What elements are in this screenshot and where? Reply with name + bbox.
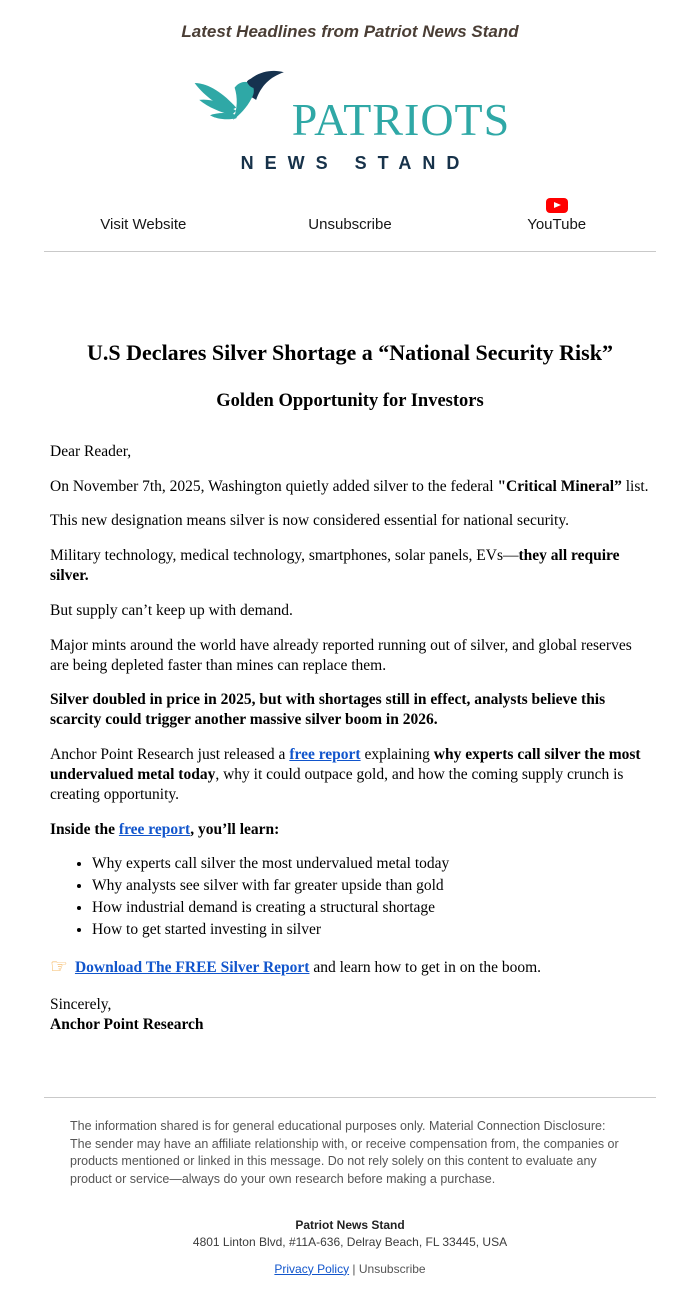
privacy-policy-link[interactable]: Privacy Policy xyxy=(274,1261,350,1276)
youtube-label: YouTube xyxy=(527,216,587,233)
email-body xyxy=(0,252,700,1035)
paragraph: On November 7th, 2025, Washington quietly added silver to the federal "Critical Mineral” list. xyxy=(50,477,649,495)
footer-links xyxy=(0,1261,700,1278)
footer-unsubscribe-link[interactable]: Unsubscribe xyxy=(358,1261,426,1276)
footer-org-name: Patriot News Stand xyxy=(295,1217,405,1232)
footer xyxy=(0,1217,700,1302)
brand-wordmark: PATRIOTS xyxy=(291,94,511,145)
pointing-hand-icon: ☞ xyxy=(50,955,68,978)
cta-line xyxy=(50,955,650,981)
brand-logo xyxy=(0,64,700,143)
signoff-name: Anchor Point Research xyxy=(50,1016,204,1034)
signoff-closing: Sincerely, xyxy=(50,996,112,1014)
signoff xyxy=(50,995,650,1035)
list-item: • How to get started investing in silver xyxy=(92,920,650,940)
paragraph: Major mints around the world have already reported running out of silver, and global reserves are being depleted faster than mines can replace them. xyxy=(50,636,632,674)
paragraph: Anchor Point Research just released a free report explaining why experts call silver the most undervalued metal today, why it could outpace gold, and how the coming supply crunch is creating opportunity. xyxy=(50,746,641,803)
cta-text: Download The FREE Silver Report and learn how to get in on the boom. xyxy=(74,958,542,976)
paragraph: But supply can’t keep up with demand. xyxy=(50,601,293,619)
youtube-icon[interactable] xyxy=(546,198,568,213)
nav-visit-website-link[interactable]: Visit Website xyxy=(100,216,187,233)
list-item: • How industrial demand is creating a structural shortage xyxy=(92,898,650,918)
list-item: • Why analysts see silver with far greater upside than gold xyxy=(92,876,650,896)
paragraph: Silver doubled in price in 2025, but with shortages still in effect, analysts believe this scarcity could trigger another massive silver boom in 2026. xyxy=(50,691,606,729)
paragraph: Inside the free report, you’ll learn: xyxy=(50,820,280,838)
header-nav xyxy=(40,198,660,233)
phoenix-bird-icon xyxy=(190,64,290,147)
brand-subtitle: NEWS STAND xyxy=(240,153,471,173)
disclaimer-text: The information shared is for general educational purposes only. Material Connection Disclosure: The sender may have an affiliate relationship with, or receive compensation from, the companies or products mentioned or linked in this message. Do not rely solely on this content to evaluate any product or service—always do your own research before making a purchase. xyxy=(70,1118,619,1187)
paragraph: This new designation means silver is now considered essential for national security. xyxy=(50,512,569,530)
list-item: • Why experts call silver the most undervalued metal today xyxy=(92,854,650,874)
paragraph: Military technology, medical technology, smartphones, solar panels, EVs—they all require silver. xyxy=(50,547,620,585)
footer-divider xyxy=(44,1097,656,1098)
bullet-list xyxy=(50,854,650,939)
article-headline: U.S Declares Silver Shortage a “National Security Risk” xyxy=(87,340,613,365)
newsletter-tagline: Latest Headlines from Patriot News Stand xyxy=(181,22,519,41)
inline-link[interactable]: free report xyxy=(289,746,361,764)
nav-unsubscribe-link[interactable]: Unsubscribe xyxy=(308,216,392,233)
footer-address: 4801 Linton Blvd, #11A-636, Delray Beach, FL 33445, USA xyxy=(192,1235,508,1250)
inline-link[interactable]: Download The FREE Silver Report xyxy=(74,958,310,976)
footer-separator: | xyxy=(352,1261,356,1276)
inline-link[interactable]: free report xyxy=(118,820,191,838)
paragraph-greeting: Dear Reader, xyxy=(50,442,132,460)
nav-youtube-link[interactable] xyxy=(453,198,660,233)
article-subheadline: Golden Opportunity for Investors xyxy=(216,391,484,412)
